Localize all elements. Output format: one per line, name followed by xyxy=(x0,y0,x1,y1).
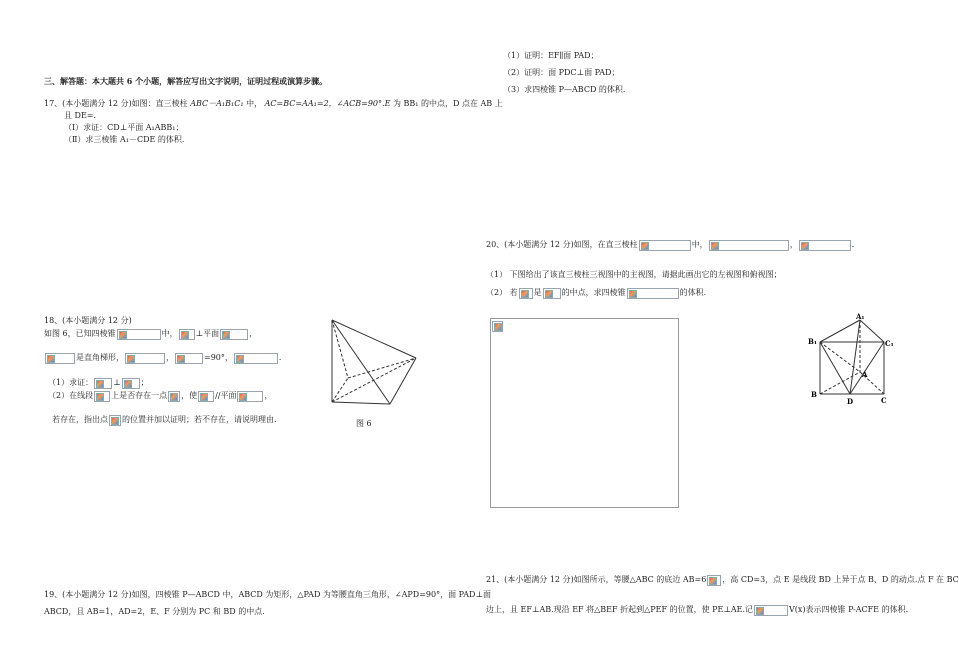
q18-line2-c: =90°， xyxy=(204,353,233,362)
q19-part2: （2）证明：面 PDC⊥面 PAD； xyxy=(503,68,620,77)
q18-line5-b: 的位置并加以证明；若不存在，请说明理由. xyxy=(122,415,277,424)
q18-part1-c: ； xyxy=(140,378,149,387)
q18-line2-d: ． xyxy=(278,353,287,362)
q21-line2-b: V(x)表示四棱锥 P-ACFE 的体积. xyxy=(789,605,909,614)
q18-line5-a: 若存在，指出点 xyxy=(52,415,108,424)
formula-image-icon xyxy=(45,353,75,364)
figure-caption: 图 6 xyxy=(356,419,372,428)
q21-line1 xyxy=(486,574,959,586)
q19-part3: （3）求四棱锥 P—ABCD 的体积. xyxy=(503,85,626,94)
q18-part2-a: （2）在线段 xyxy=(48,391,94,400)
formula-image-icon xyxy=(179,329,195,340)
q17-line1-cond: AC=BC=AA₁=2，∠ACB=90°.E xyxy=(264,99,391,108)
q21-line2-a: 边上，且 EF⊥AB.现沿 EF 将△BEF 折起到△PEF 的位置，使 PE⊥AE.记 xyxy=(486,605,754,614)
label-b: B xyxy=(811,390,817,399)
q17-line1-prism: ABC－A₁B₁C₁ xyxy=(190,99,244,108)
prism-figure xyxy=(806,312,892,406)
formula-image-icon xyxy=(109,415,121,426)
main-view-image-frame xyxy=(490,318,679,508)
formula-image-icon xyxy=(519,288,533,299)
q20-part2-c: 的中点，求四棱锥 xyxy=(561,288,626,297)
q20-line1-a: 20、(本小题满分 12 分)如图，在直三棱柱 xyxy=(486,240,638,249)
formula-image-icon xyxy=(122,378,140,389)
q19-line2: ABCD，且 AB=1，AD=2，E、F 分别为 PC 和 BD 的中点. xyxy=(44,607,265,616)
q18-line2-b: ， xyxy=(166,353,174,362)
formula-image-icon xyxy=(754,605,788,616)
formula-image-icon xyxy=(175,353,203,364)
q18-part2-c: ，使 xyxy=(181,391,198,400)
formula-image-icon xyxy=(639,240,691,251)
q18-part2-d: //平面 xyxy=(215,391,237,400)
formula-image-icon xyxy=(709,240,789,251)
pyramid-figure xyxy=(322,316,428,408)
q18-part2-e: ， xyxy=(264,391,273,400)
q20-line1-b: 中， xyxy=(691,240,708,249)
q17-line1-prefix: 17、(本小题满分 12 分)如图：直三棱柱 xyxy=(44,99,191,108)
formula-image-icon xyxy=(198,391,214,402)
formula-image-icon xyxy=(94,378,112,389)
q20-line1-d: ． xyxy=(851,240,860,249)
formula-image-icon xyxy=(707,575,721,586)
formula-image-icon xyxy=(799,240,851,251)
q20-part1: （1） 下图给出了该直三棱柱三视图中的主视图，请据此画出它的左视图和俯视图； xyxy=(486,270,782,279)
broken-image-icon xyxy=(492,321,503,332)
formula-image-icon xyxy=(627,288,679,299)
q21-line2 xyxy=(486,604,908,616)
formula-image-icon xyxy=(220,329,248,340)
q18-line1-d: ， xyxy=(249,329,258,338)
q21-line1-b: ，高 CD=3，点 E 是线段 BD 上异于点 B、D 的动点.点 F 在 BC xyxy=(722,575,959,584)
q18-line2-a: 是直角梯形， xyxy=(76,353,124,362)
section-header: 三、解答题：本大题共 6 个小题，解答应写出文字说明，证明过程或演算步骤。 xyxy=(44,76,328,86)
q18-line5 xyxy=(52,414,277,426)
label-b1: B₁ xyxy=(808,337,817,346)
q18-line1-b: 中， xyxy=(161,329,178,338)
q17-line1 xyxy=(44,98,503,109)
q17-part1: （Ⅰ）求证：CD⊥平面 A₁ABB₁； xyxy=(64,123,184,132)
formula-image-icon xyxy=(237,391,263,402)
q18-part1-a: （1）求证： xyxy=(48,378,94,387)
label-d: D xyxy=(847,397,854,406)
label-a: A xyxy=(862,370,868,379)
q20-part2-d: 的体积. xyxy=(679,288,707,297)
label-c: C xyxy=(881,396,887,405)
q18-line2 xyxy=(44,352,287,364)
q18-title: 18、(本小题满分 12 分) xyxy=(44,316,132,325)
formula-image-icon xyxy=(117,329,161,340)
formula-image-icon xyxy=(234,353,278,364)
q18-part1-b: ⊥ xyxy=(113,378,121,387)
q20-part2 xyxy=(486,287,706,299)
q17-line2: 且 DE=. xyxy=(64,111,97,120)
q18-part2-b: 上是否存在一点 xyxy=(111,391,168,400)
q17-line1-suffix: 为 BB₁ 的中点，D 点在 AB 上 xyxy=(390,99,503,108)
q17-line1-mid: 中， xyxy=(243,99,265,108)
q20-part2-b: 是 xyxy=(533,288,542,297)
q18-line1-c: ⊥平面 xyxy=(195,329,220,338)
formula-image-icon xyxy=(94,391,110,402)
label-c1: C₁ xyxy=(885,339,894,348)
q17-part2: （Ⅱ）求三棱锥 A₁－CDE 的体积. xyxy=(64,135,185,144)
q18-line1-a: 如图 6，已知四棱锥 xyxy=(44,329,116,338)
q21-line1-a: 21、(本小题满分 12 分)如图所示，等腰△ABC 的底边 AB=6 xyxy=(486,575,707,584)
q20-line1 xyxy=(486,239,860,251)
q20-part2-a: （2） 若 xyxy=(486,288,518,297)
q18-line1 xyxy=(44,328,257,340)
q18-part1 xyxy=(48,377,149,389)
q19-line1: 19、(本小题满分 12 分)如图，四棱锥 P—ABCD 中，ABCD 为矩形，△PAD 为等腰直角三角形，∠APD=90°，面 PAD⊥面 xyxy=(44,590,491,599)
q20-line1-c: ， xyxy=(789,240,798,249)
formula-image-icon xyxy=(543,288,561,299)
q19-part1: （1）证明：EF∥面 PAD； xyxy=(503,51,599,60)
formula-image-icon xyxy=(168,391,180,402)
formula-image-icon xyxy=(125,353,165,364)
label-a1: A₁ xyxy=(856,312,865,321)
q18-part2 xyxy=(48,390,272,402)
